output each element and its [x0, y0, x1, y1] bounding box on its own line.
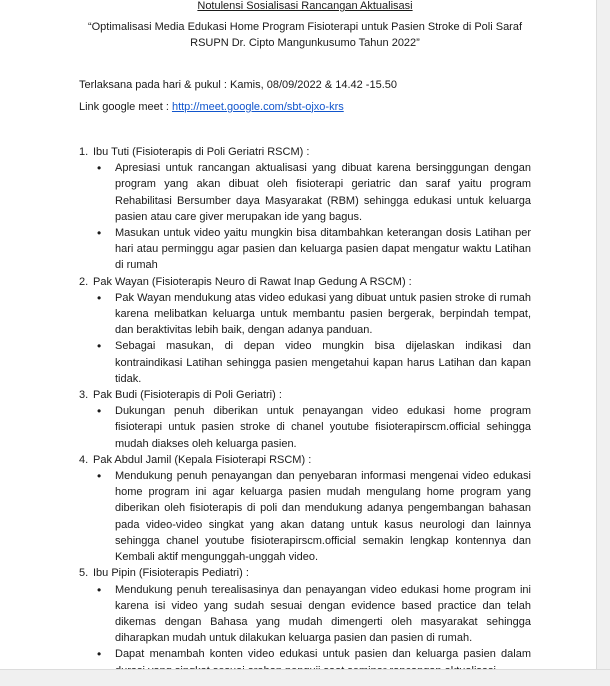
schedule-value: Kamis, 08/09/2022 & 14.42 -15.50 — [230, 78, 397, 91]
comment-list — [79, 468, 531, 565]
bullet-icon: • — [97, 161, 102, 176]
comment-item — [79, 403, 531, 452]
schedule-line — [79, 77, 531, 93]
subtitle-line-2: RSUPN Dr. Cipto Mangunkusumo Tahun 2022” — [190, 37, 420, 50]
speaker-name: Pak Wayan (Fisioterapis Neuro di Rawat Inap Gedung A RSCM) : — [93, 275, 412, 288]
speaker-heading — [79, 387, 531, 403]
speaker-heading — [79, 144, 531, 160]
bullet-icon: • — [97, 339, 102, 354]
comment-list — [79, 290, 531, 387]
document-title: Notulensi Sosialisasi Rancangan Aktualisasi — [197, 0, 413, 12]
comment-item — [79, 468, 531, 565]
schedule-label: Terlaksana pada hari & pukul : — [79, 78, 227, 91]
comment-text: Dukungan penuh diberikan untuk penayangan video edukasi home program fisioterapi untuk pasien stroke di chanel youtube fisioterapirscm.official sehingga mudah diakses oleh keluarga pasien. — [115, 405, 531, 450]
bullet-icon: • — [97, 290, 102, 305]
document-body — [79, 0, 531, 679]
speaker-name: Ibu Tuti (Fisioterapis di Poli Geriatri RSCM) : — [93, 146, 310, 159]
comment-item — [79, 225, 531, 274]
comment-list — [79, 582, 531, 679]
comment-list — [79, 403, 531, 452]
comment-item — [79, 160, 531, 225]
meet-link[interactable]: http://meet.google.com/sbt-ojxo-krs — [171, 100, 344, 113]
horizontal-scrollbar[interactable] — [0, 669, 610, 686]
speaker-number: 3. — [79, 389, 89, 402]
bullet-icon: • — [97, 469, 102, 484]
comment-text: Mendukung penuh terealisasinya dan penayangan video edukasi home program ini karena isi video yang sudah sesuai dengan evidence based practice dan telah dikemas dengan Bahasa yang mudah dimengerti oleh masyarakat sehingga diharapkan mudah untuk dilakukan keluarga pasien dan pasien di rumah. — [115, 583, 531, 645]
meet-link-line — [79, 99, 531, 115]
comment-item — [79, 338, 531, 387]
speaker-number: 5. — [79, 567, 89, 580]
bullet-icon: • — [97, 647, 102, 662]
speaker-item — [79, 144, 531, 274]
document-subtitle — [79, 19, 531, 51]
comment-item — [79, 290, 531, 339]
speaker-item — [79, 565, 531, 678]
comment-list — [79, 160, 531, 273]
subtitle-line-1: “Optimalisasi Media Edukasi Home Program Fisioterapi untuk Pasien Stroke di Poli Saraf — [87, 21, 523, 34]
speaker-name: Pak Abdul Jamil (Kepala Fisioterapi RSCM) : — [93, 453, 312, 466]
speaker-heading — [79, 565, 531, 581]
speaker-number: 4. — [79, 453, 89, 466]
comment-text: Apresiasi untuk rancangan aktualisasi yang dibuat karena bersinggungan dengan program yang akan dibuat oleh fisioterapi geriatric dan saraf yaitu program Rehabilitasi Bersumber daya Masyarakat (RBM) sehingga edukasi untuk keluarga pasien atau care giver merupakan ide yang bagus. — [115, 162, 531, 223]
speaker-name: Pak Budi (Fisioterapis di Poli Geriatri) : — [93, 389, 282, 402]
comment-text: Mendukung penuh penayangan dan penyebaran informasi mengenai video edukasi home program ini agar keluarga pasien mudah mengulang home program yang diberikan oleh fisioterapis di poli dan mendukung adanya pengembangan bahasan pada video-video singkat yang akan datang untuk kasus neurologi dan lainnya sehingga chanel youtube fisioterapirscm.official semakin lengkap kontennya dan Kembali aktif mengunggah-unggah video. — [115, 470, 531, 564]
speaker-item — [79, 452, 531, 565]
comment-text: Masukan untuk video yaitu mungkin bisa ditambahkan keterangan dosis Latihan per hari atau perminggu agar pasien dan keluarga pasien dapat mengatur waktu Latihan di rumah — [115, 227, 531, 272]
speaker-item — [79, 274, 531, 387]
speaker-list — [79, 144, 531, 679]
bullet-icon: • — [97, 226, 102, 241]
comment-item — [79, 582, 531, 647]
comment-text: Pak Wayan mendukung atas video edukasi yang dibuat untuk pasien stroke di rumah karena melibatkan keluarga untuk membantu pasien bergerak, berpindah tempat, dan beraktivitas lebih baik, dengan adanya panduan. — [115, 291, 531, 337]
meet-link-label: Link google meet : — [79, 100, 169, 113]
speaker-item — [79, 387, 531, 452]
speaker-number: 2. — [79, 275, 89, 288]
speaker-heading — [79, 274, 531, 290]
comment-text: Sebagai masukan, di depan video mungkin bisa dijelaskan indikasi dan kontraindikasi Latihan sehingga pasien mengetahui kapan harus Latihan dan kapan tidak. — [115, 340, 531, 385]
bullet-icon: • — [97, 404, 102, 419]
speaker-number: 1. — [79, 146, 89, 159]
speaker-heading — [79, 452, 531, 468]
vertical-scrollbar[interactable] — [596, 0, 610, 670]
bullet-icon: • — [97, 582, 102, 597]
speaker-name: Ibu Pipin (Fisioterapis Pediatri) : — [93, 567, 249, 580]
comment-text: Dapat menambah konten video edukasi untuk pasien dan keluarga pasien dalam — [115, 648, 531, 661]
